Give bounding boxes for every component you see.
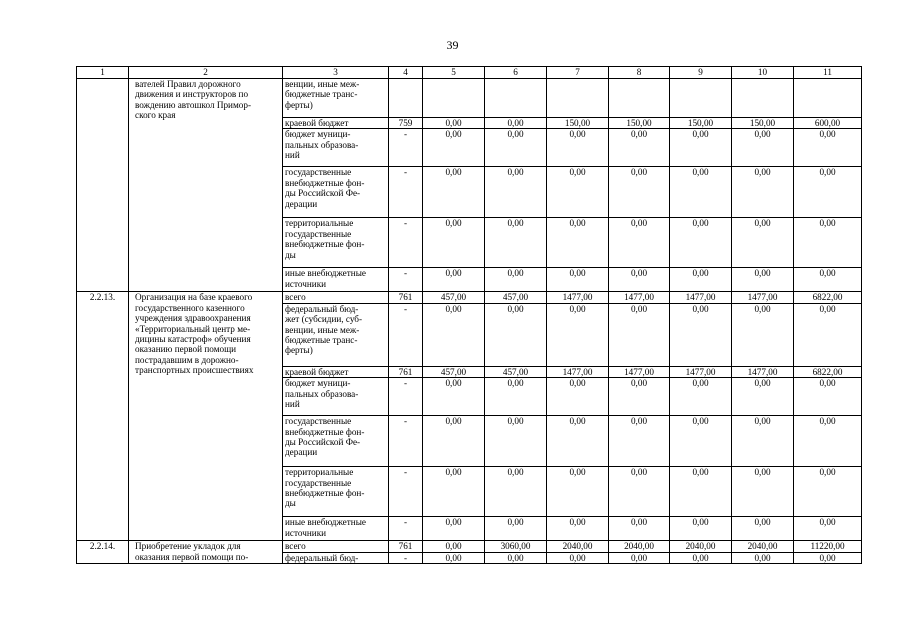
funding-source: краевой бюджет: [283, 118, 389, 129]
amount-cell: [485, 79, 547, 118]
amount-cell: 0,00: [732, 303, 794, 366]
amount-cell: 0,00: [794, 416, 862, 467]
funding-source: государственные внебюджетные фон- ды Российской Фе- дерации: [283, 416, 389, 467]
amount-cell: 0,00: [794, 378, 862, 416]
amount-cell: 0,00: [732, 552, 794, 563]
amount-cell: 0,00: [423, 129, 485, 167]
budget-code: -: [389, 552, 423, 563]
amount-cell: 457,00: [423, 366, 485, 377]
funding-source: территориальные государственные внебюджетные фон- ды: [283, 218, 389, 268]
amount-cell: 0,00: [670, 467, 732, 517]
amount-cell: 0,00: [670, 378, 732, 416]
amount-cell: 2040,00: [547, 541, 609, 552]
funding-source: всего: [283, 292, 389, 303]
budget-code: -: [389, 416, 423, 467]
amount-cell: 0,00: [547, 416, 609, 467]
amount-cell: 0,00: [732, 167, 794, 218]
budget-code: -: [389, 268, 423, 292]
table-row: [77, 292, 862, 303]
amount-cell: 0,00: [547, 218, 609, 268]
amount-cell: 0,00: [609, 167, 670, 218]
column-header: 3: [283, 67, 389, 79]
amount-cell: 0,00: [609, 378, 670, 416]
amount-cell: 0,00: [609, 467, 670, 517]
amount-cell: 0,00: [485, 378, 547, 416]
amount-cell: 1477,00: [609, 366, 670, 377]
budget-code: 761: [389, 292, 423, 303]
amount-cell: 0,00: [485, 303, 547, 366]
item-title: Приобретение укладок для оказания первой помощи по-: [129, 541, 283, 564]
amount-cell: 457,00: [485, 292, 547, 303]
amount-cell: 0,00: [732, 268, 794, 292]
amount-cell: 0,00: [423, 118, 485, 129]
amount-cell: 0,00: [794, 218, 862, 268]
item-number: 2.2.13.: [77, 292, 129, 541]
table-row: [77, 79, 862, 118]
budget-code: [389, 79, 423, 118]
amount-cell: 0,00: [609, 303, 670, 366]
funding-source: государственные внебюджетные фон- ды Российской Фе- дерации: [283, 167, 389, 218]
funding-source: бюджет муници- пальных образова- ний: [283, 378, 389, 416]
amount-cell: 1477,00: [732, 366, 794, 377]
amount-cell: 0,00: [670, 416, 732, 467]
budget-code: 761: [389, 366, 423, 377]
amount-cell: 0,00: [609, 129, 670, 167]
budget-code: -: [389, 167, 423, 218]
amount-cell: 2040,00: [732, 541, 794, 552]
amount-cell: 0,00: [670, 552, 732, 563]
amount-cell: 150,00: [547, 118, 609, 129]
budget-code: -: [389, 129, 423, 167]
amount-cell: 0,00: [423, 218, 485, 268]
amount-cell: 0,00: [485, 118, 547, 129]
amount-cell: 0,00: [732, 129, 794, 167]
amount-cell: [547, 79, 609, 118]
amount-cell: 0,00: [794, 517, 862, 541]
column-header: 6: [485, 67, 547, 79]
amount-cell: [423, 79, 485, 118]
funding-source: венции, иные меж- бюджетные транс- ферты): [283, 79, 389, 118]
amount-cell: 0,00: [423, 167, 485, 218]
amount-cell: 0,00: [732, 517, 794, 541]
header-row: [77, 67, 862, 79]
column-header: 5: [423, 67, 485, 79]
amount-cell: 0,00: [547, 167, 609, 218]
amount-cell: [609, 79, 670, 118]
funding-source: иные внебюджетные источники: [283, 517, 389, 541]
column-header: 4: [389, 67, 423, 79]
funding-source: федеральный бюд-: [283, 552, 389, 563]
budget-code: -: [389, 378, 423, 416]
amount-cell: 0,00: [547, 467, 609, 517]
amount-cell: 0,00: [423, 268, 485, 292]
amount-cell: 0,00: [547, 378, 609, 416]
funding-source: краевой бюджет: [283, 366, 389, 377]
amount-cell: 0,00: [485, 129, 547, 167]
amount-cell: 0,00: [547, 303, 609, 366]
amount-cell: 0,00: [670, 167, 732, 218]
amount-cell: 0,00: [609, 552, 670, 563]
amount-cell: 0,00: [547, 517, 609, 541]
amount-cell: 1477,00: [609, 292, 670, 303]
amount-cell: 0,00: [670, 303, 732, 366]
column-header: 8: [609, 67, 670, 79]
budget-code: 759: [389, 118, 423, 129]
amount-cell: 6822,00: [794, 292, 862, 303]
amount-cell: 0,00: [423, 517, 485, 541]
column-header: 10: [732, 67, 794, 79]
amount-cell: 600,00: [794, 118, 862, 129]
amount-cell: 0,00: [670, 218, 732, 268]
amount-cell: 0,00: [609, 218, 670, 268]
amount-cell: 1477,00: [670, 292, 732, 303]
amount-cell: 0,00: [423, 467, 485, 517]
amount-cell: 0,00: [423, 378, 485, 416]
item-number: 2.2.14.: [77, 541, 129, 564]
amount-cell: 1477,00: [547, 366, 609, 377]
amount-cell: 0,00: [547, 552, 609, 563]
amount-cell: 2040,00: [670, 541, 732, 552]
column-header: 9: [670, 67, 732, 79]
amount-cell: 0,00: [609, 268, 670, 292]
amount-cell: 0,00: [485, 167, 547, 218]
amount-cell: 457,00: [423, 292, 485, 303]
amount-cell: 0,00: [670, 129, 732, 167]
amount-cell: [670, 79, 732, 118]
amount-cell: 2040,00: [609, 541, 670, 552]
amount-cell: 6822,00: [794, 366, 862, 377]
column-header: 7: [547, 67, 609, 79]
amount-cell: 0,00: [794, 167, 862, 218]
amount-cell: [794, 79, 862, 118]
amount-cell: 0,00: [609, 517, 670, 541]
amount-cell: 0,00: [670, 517, 732, 541]
amount-cell: 11220,00: [794, 541, 862, 552]
column-header: 11: [794, 67, 862, 79]
amount-cell: 0,00: [547, 129, 609, 167]
amount-cell: 0,00: [423, 303, 485, 366]
amount-cell: 0,00: [485, 416, 547, 467]
table-row: [77, 541, 862, 552]
amount-cell: 0,00: [609, 416, 670, 467]
budget-code: -: [389, 303, 423, 366]
amount-cell: 0,00: [423, 541, 485, 552]
amount-cell: 0,00: [423, 552, 485, 563]
funding-source: всего: [283, 541, 389, 552]
amount-cell: 0,00: [670, 268, 732, 292]
budget-table: [76, 66, 862, 564]
amount-cell: 0,00: [794, 129, 862, 167]
item-title: вателей Правил дорожного движения и инструкторов по вождению автошкол Примор- ского края: [129, 79, 283, 292]
amount-cell: 150,00: [732, 118, 794, 129]
amount-cell: 0,00: [485, 268, 547, 292]
budget-code: -: [389, 218, 423, 268]
budget-code: 761: [389, 541, 423, 552]
column-header: 1: [77, 67, 129, 79]
amount-cell: 0,00: [732, 416, 794, 467]
amount-cell: 3060,00: [485, 541, 547, 552]
amount-cell: 1477,00: [732, 292, 794, 303]
budget-code: -: [389, 467, 423, 517]
amount-cell: 0,00: [547, 268, 609, 292]
amount-cell: 0,00: [794, 303, 862, 366]
amount-cell: 0,00: [423, 416, 485, 467]
amount-cell: 0,00: [794, 467, 862, 517]
amount-cell: 0,00: [485, 552, 547, 563]
funding-source: территориальные государственные внебюджетные фон- ды: [283, 467, 389, 517]
amount-cell: 0,00: [732, 467, 794, 517]
amount-cell: 0,00: [732, 378, 794, 416]
column-header: 2: [129, 67, 283, 79]
amount-cell: 1477,00: [670, 366, 732, 377]
item-title: Организация на базе краевого государственного казенного учреждения здравоохранения «Территориальный центр ме- дицины катастроф» обучения оказанию первой помощи пострадавшим в дорожно- транспортных происшествиях: [129, 292, 283, 541]
amount-cell: 150,00: [670, 118, 732, 129]
amount-cell: 0,00: [732, 218, 794, 268]
page-number: 39: [446, 38, 459, 52]
amount-cell: 0,00: [485, 467, 547, 517]
funding-source: бюджет муници- пальных образова- ний: [283, 129, 389, 167]
amount-cell: [732, 79, 794, 118]
amount-cell: 0,00: [794, 552, 862, 563]
budget-code: -: [389, 517, 423, 541]
amount-cell: 0,00: [485, 517, 547, 541]
amount-cell: 0,00: [485, 218, 547, 268]
amount-cell: 1477,00: [547, 292, 609, 303]
funding-source: федеральный бюд- жет (субсидии, суб- венции, иные меж- бюджетные транс- ферты): [283, 303, 389, 366]
amount-cell: 0,00: [794, 268, 862, 292]
item-number: [77, 79, 129, 292]
amount-cell: 457,00: [485, 366, 547, 377]
amount-cell: 150,00: [609, 118, 670, 129]
funding-source: иные внебюджетные источники: [283, 268, 389, 292]
